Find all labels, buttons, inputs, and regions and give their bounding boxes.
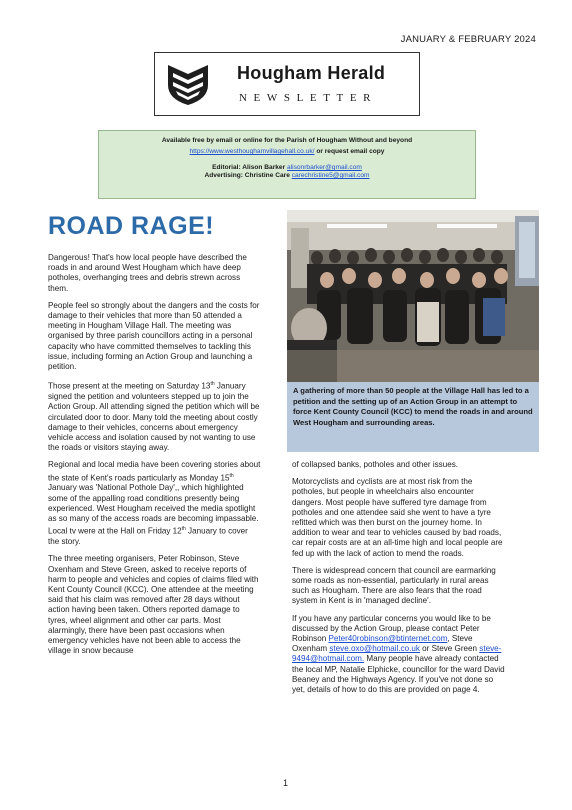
paragraph-r3: There is widespread concern that council are earmarking some roads as non-essential, particularly in rural areas such as Hougham. There are also fears that the road system in Kent is in 'managed decline'.	[292, 565, 496, 606]
advertising-email-link[interactable]: carechristine5@gmail.com	[291, 172, 370, 179]
paragraph-r4-text: , Steve Oxenham	[292, 634, 473, 654]
availability-text: Available free by email or online for the Parish of Hougham Without and beyond	[161, 137, 413, 144]
website-line	[99, 148, 475, 156]
paragraph-5: The three meeting organisers, Peter Robinson, Steve Oxenham and Steve Green, asked to receive reports of harm to people and vehicles and copies of claims filed with Kent County Council (KCC). One attendee at the meeting said that his claim was removed after 28 days without action having been taken. Others reported damage to tyres, wheel alignment and other car parts. Most alarmingly, there have been past occasions when emergency vehicles have not been able to access the village in snow because	[48, 554, 259, 656]
paragraph-3-text: January signed the petition and volunteers stepped up to join the Action Group. All attending signed the petition which will be circulated door to door. Many told the meeting about costly damage to their vehicles, concerns about emergency vehicle access and isolation caused by not wanting to use the roads or visitors staying away.	[48, 381, 260, 453]
paragraph-3-text: Those present at the meeting on Saturday 13	[48, 381, 211, 391]
photo-caption: A gathering of more than 50 people at the Village Hall has led to a petition and the setting up of an Action Group in an attempt to force Kent County Council (KCC) to mend the roads in and around West Hougham and surrounding areas.	[287, 382, 539, 452]
superscript: th	[229, 472, 234, 479]
paragraph-2: People feel so strongly about the dangers and the costs for damage to their vehicles that more than 50 attended a meeting in Hougham Village Hall. The meeting was organised by three parish councillors acting in a personal capacity who have committed themselves to tackling this issue, including forming an Action Group and launching a petition.	[48, 300, 260, 372]
paragraph-r2: Motorcyclists and cyclists are at most risk from the potholes, but people in wheelchairs also encounter dangers. Most people have suffered tyre damage from potholes and one attendee said she went to have a tyre refitted which was then burst on the journey home. In addition to wear and tear to vehicles caused by bad roads, car repair costs are at an all-time high and local people are fed up with the lack of action to mend the roads.	[292, 477, 503, 558]
website-suffix: or request email copy	[314, 148, 385, 155]
paragraph-r4-text: Many people have already contacted the local MP, Natalie Elphicke, councillor for the ward David Beaney and the Highways Agency. If you've not done so yet, details of how to do this are provided on page 4.	[292, 654, 505, 695]
peter-robinson-email-link[interactable]: Peter40robinson@btinternet.com	[328, 634, 448, 644]
editorial-line	[99, 164, 475, 172]
steve-green-email-link[interactable]: steve-9494@hotmail.com.	[292, 644, 502, 664]
article-headline: ROAD RAGE!	[48, 212, 215, 240]
paragraph-4-text: Regional and local media have been covering stories about the state of Kent's roads particularly as Monday 15	[48, 460, 261, 483]
paragraph-3	[48, 379, 261, 453]
advertising-label: Advertising: Christine Care	[204, 172, 292, 179]
paragraph-4-text: January to cover the story.	[48, 526, 248, 547]
newsletter-title: Hougham Herald	[237, 63, 386, 83]
article-left-column	[48, 253, 261, 663]
paragraph-r1: of collapsed banks, potholes and other issues.	[292, 460, 459, 469]
advertising-line	[99, 172, 475, 180]
editorial-email-link[interactable]: alisonrbarker@gmail.com	[287, 164, 362, 171]
paragraph-4	[48, 460, 261, 547]
article-right-column	[292, 460, 506, 702]
newsletter-subtitle: NEWSLETTER	[239, 92, 378, 104]
masthead	[154, 52, 420, 116]
info-box	[98, 130, 476, 199]
meeting-photo	[287, 210, 539, 382]
page-number: 1	[283, 778, 289, 788]
website-link[interactable]: https://www.westhoughamvillagehall.co.uk/	[189, 148, 315, 155]
steve-oxenham-email-link[interactable]: steve.oxo@hotmail.co.uk	[329, 644, 420, 654]
paragraph-r4	[292, 614, 506, 696]
issue-date: JANUARY & FEBRUARY 2024	[400, 34, 536, 45]
paragraph-1: Dangerous! That's how local people have described the roads in and around West Hougham which have deep potholes, overhanging trees and debris strewn across them.	[48, 253, 247, 293]
editorial-label: Editorial: Alison Barker	[212, 164, 287, 171]
paragraph-4-text: January was 'National Pothole Day',, which highlighted some of the appalling road conditions presently being experienced. West Hougham received the media spotlight as so many of the access roads are becoming impassable. Local tv were at the Hall on Friday 12	[48, 483, 259, 536]
superscript: th	[181, 526, 186, 533]
paragraph-r4-text: If you have any particular concerns you would like to be discussed by the Action Group, please contact Peter Robinson	[292, 613, 491, 644]
superscript: th	[210, 381, 215, 388]
paragraph-r4-text: or Steve Green	[419, 644, 480, 654]
chevron-shield-logo-icon	[165, 61, 211, 107]
